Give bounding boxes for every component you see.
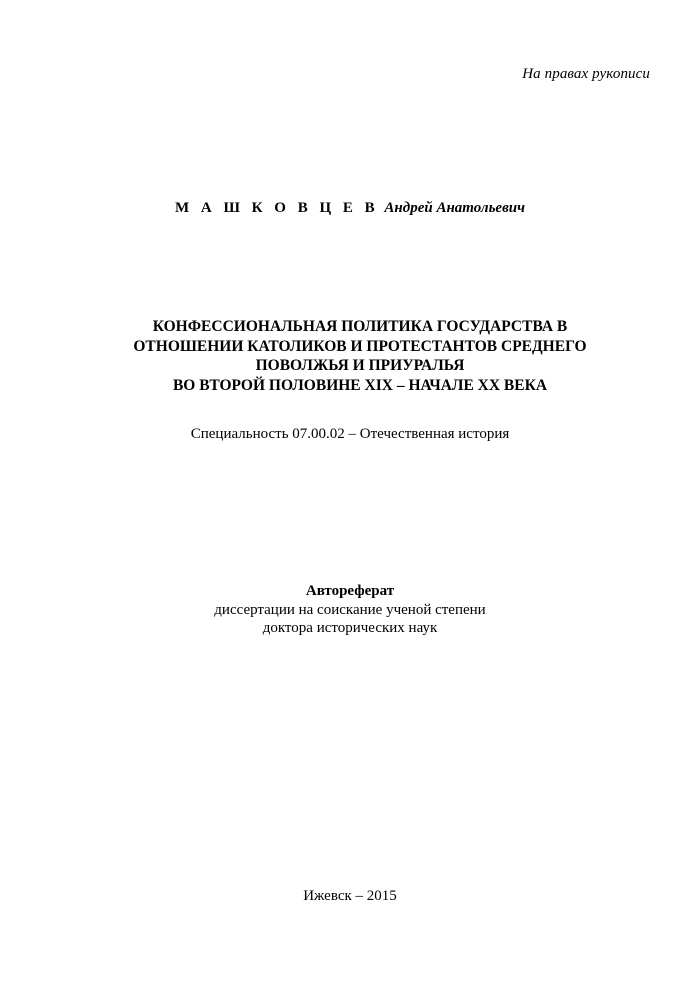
rights-note: На правах рукописи [522,66,650,82]
abstract-block [0,582,700,638]
title-line: ПОВОЛЖЬЯ И ПРИУРАЛЬЯ [255,357,465,374]
title-line: ВО ВТОРОЙ ПОЛОВИНЕ XIX – НАЧАЛЕ XX ВЕКА [172,376,548,394]
title-line: КОНФЕССИОНАЛЬНАЯ ПОЛИТИКА ГОСУДАРСТВА В [152,318,568,335]
abstract-degree-line: доктора исторических наук [262,620,438,636]
title-line: ОТНОШЕНИИ КАТОЛИКОВ И ПРОТЕСТАНТОВ СРЕДНЕГО [133,337,587,355]
abstract-heading: Автореферат [305,583,395,599]
author-given-names: Андрей Анатольевич [384,200,526,216]
author-name [0,200,700,217]
specialty-line: Специальность 07.00.02 – Отечественная история [190,426,510,442]
dissertation-title [80,317,640,395]
abstract-description-line: диссертации на соискание ученой степени [214,601,486,618]
place-and-year: Ижевск – 2015 [303,888,397,904]
author-surname: М А Ш К О В Ц Е В [174,200,379,216]
